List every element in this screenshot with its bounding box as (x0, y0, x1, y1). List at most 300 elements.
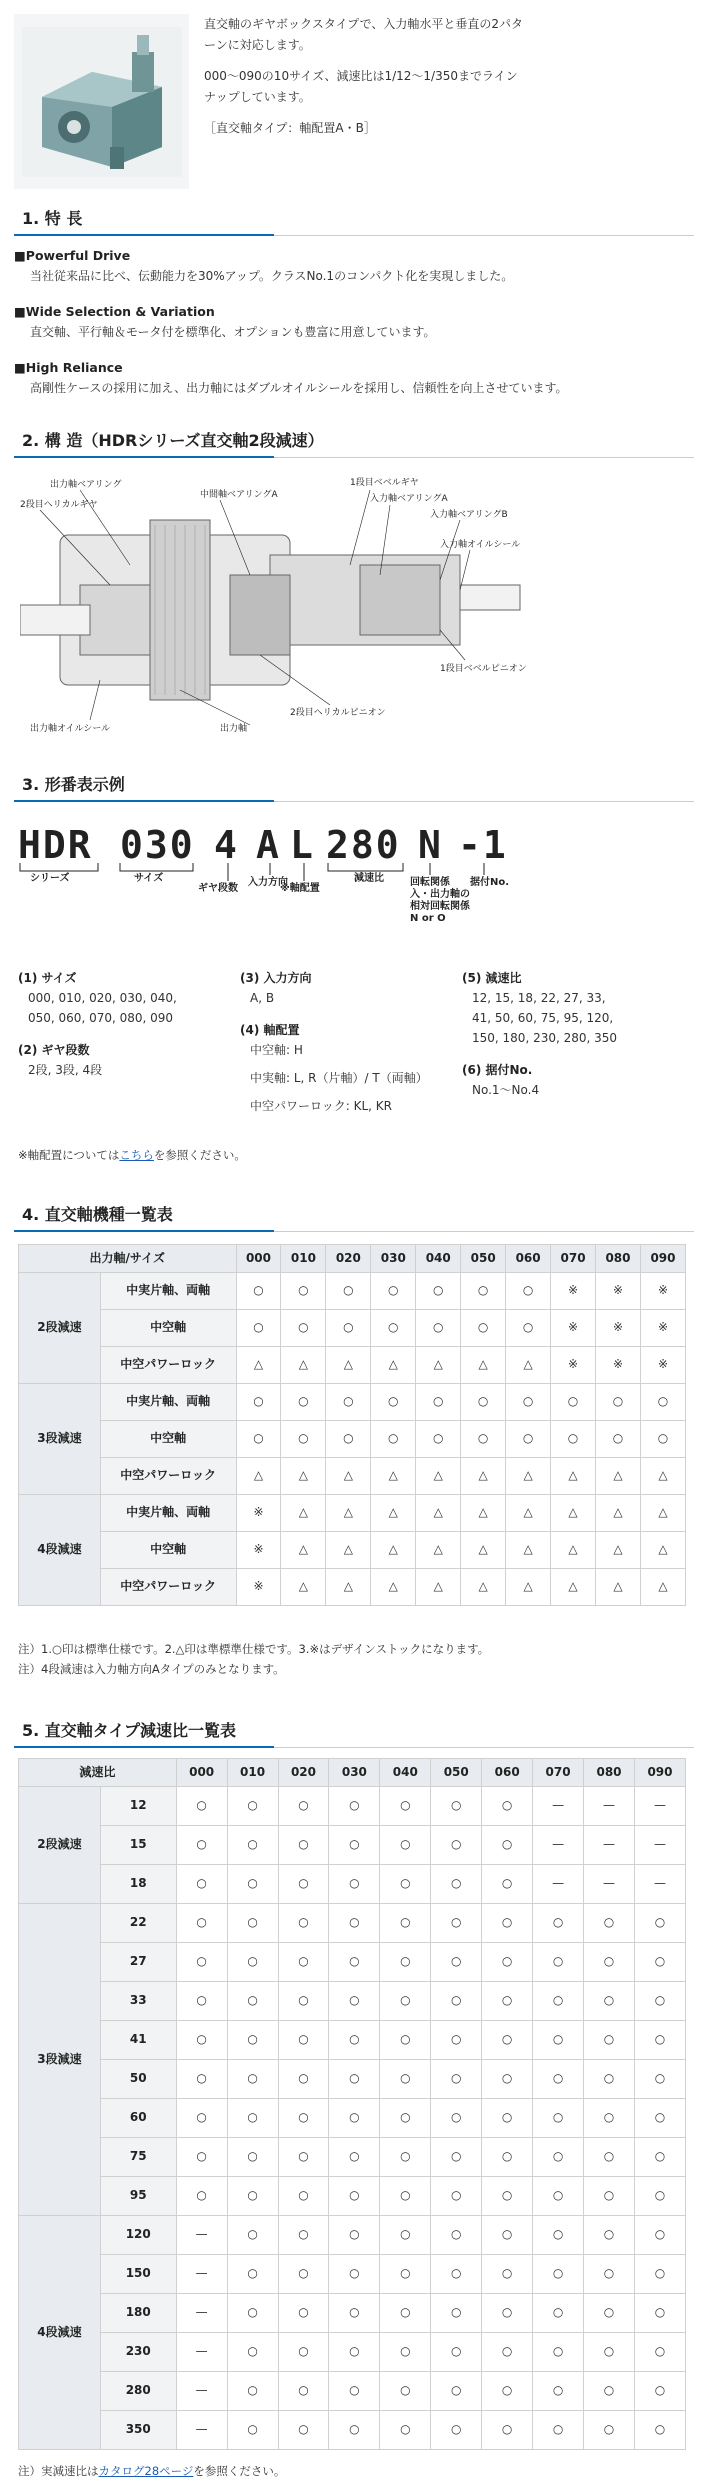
availability-cell: ○ (227, 2060, 278, 2099)
table4-note: 注）1.○印は標準仕様です。2.△印は準標準仕様です。3.※はデザインストックになります。 (18, 1642, 490, 1656)
availability-cell: △ (596, 1569, 641, 1606)
availability-cell: ○ (416, 1310, 461, 1347)
availability-cell: ○ (329, 1982, 380, 2021)
size-header-cell: 090 (640, 1245, 685, 1273)
ratio-cell: 33 (100, 1982, 176, 2021)
shaft-type-cell: 中実片軸、両軸 (100, 1495, 236, 1532)
model-list-table (18, 1244, 686, 1606)
section-title-ratio-list: 5. 直交軸タイプ減速比一覧表 (14, 1718, 694, 1748)
table-row (19, 2138, 686, 2177)
intro (14, 14, 694, 194)
feature-text: 直交軸、平行軸＆モータ付を標準化、オプションも豊富に用意しています。 (30, 325, 436, 339)
availability-cell: ○ (380, 2294, 431, 2333)
stage-cell: 4段減速 (19, 1495, 101, 1606)
ratio-cell: 27 (100, 1943, 176, 1982)
ratio-cell: 60 (100, 2099, 176, 2138)
availability-cell: △ (640, 1495, 685, 1532)
table-row (19, 1347, 686, 1384)
availability-cell: ○ (236, 1273, 281, 1310)
catalog-page-link[interactable]: カタログ28ページ (98, 2464, 194, 2478)
availability-cell: ○ (227, 2372, 278, 2411)
availability-cell: ○ (329, 2138, 380, 2177)
ratio-cell: 180 (100, 2294, 176, 2333)
availability-cell: ○ (278, 2177, 329, 2216)
ratio-cell: 95 (100, 2177, 176, 2216)
availability-cell: ○ (176, 2138, 227, 2177)
availability-cell: ○ (329, 2411, 380, 2450)
legend-value: 12, 15, 18, 22, 27, 33, 41, 50, 60, 75, 95, 120, 150, 180, 230, 280, 350 (472, 991, 618, 1045)
table-header-row (19, 1245, 686, 1273)
shaft-type-cell: 中空パワーロック (100, 1347, 236, 1384)
availability-cell: ○ (431, 2216, 482, 2255)
availability-cell: ○ (278, 1943, 329, 1982)
availability-cell: ○ (326, 1310, 371, 1347)
availability-cell: ※ (236, 1495, 281, 1532)
availability-cell: — (584, 1826, 635, 1865)
legend-heading: (6) 据付No. (462, 1063, 533, 1077)
table-header-row (19, 1759, 686, 1787)
availability-cell: ○ (634, 2021, 685, 2060)
availability-cell: ○ (416, 1384, 461, 1421)
ratio-cell: 75 (100, 2138, 176, 2177)
availability-cell: ○ (227, 1982, 278, 2021)
availability-cell: ○ (634, 2060, 685, 2099)
ratio-cell: 120 (100, 2216, 176, 2255)
availability-cell: ○ (482, 2216, 533, 2255)
availability-cell: ○ (533, 2138, 584, 2177)
diagram-label: 出力軸 (220, 724, 248, 734)
availability-cell: ○ (380, 2255, 431, 2294)
availability-cell: △ (551, 1569, 596, 1606)
availability-cell: ○ (380, 2060, 431, 2099)
availability-cell: ○ (326, 1384, 371, 1421)
table-row (19, 2411, 686, 2450)
availability-cell: ○ (431, 2060, 482, 2099)
availability-cell: ○ (551, 1384, 596, 1421)
availability-cell: — (176, 2216, 227, 2255)
availability-cell: △ (596, 1532, 641, 1569)
size-header-cell: 070 (551, 1245, 596, 1273)
model-code-legend (18, 968, 698, 1113)
axis-link[interactable]: こちら (119, 1148, 154, 1162)
model-part-rotation: N (418, 823, 443, 867)
availability-cell: ○ (380, 1943, 431, 1982)
table-row (19, 2060, 686, 2099)
availability-cell: ○ (278, 1787, 329, 1826)
legend-column (18, 968, 238, 1092)
availability-cell: ○ (596, 1421, 641, 1458)
model-part-mount: -1 (458, 823, 508, 867)
legend-value: No.1～No.4 (472, 1083, 540, 1097)
availability-cell: △ (281, 1347, 326, 1384)
size-header-cell: 050 (431, 1759, 482, 1787)
availability-cell: ○ (278, 2060, 329, 2099)
availability-cell: △ (506, 1569, 551, 1606)
legend-heading: (5) 減速比 (462, 971, 522, 985)
legend-value: 中空パワーロック: KL, KR (250, 1099, 393, 1113)
availability-cell: △ (640, 1569, 685, 1606)
availability-cell: △ (506, 1347, 551, 1384)
availability-cell: △ (551, 1532, 596, 1569)
availability-cell: ○ (380, 2099, 431, 2138)
availability-cell: ○ (278, 2021, 329, 2060)
availability-cell: ○ (533, 2099, 584, 2138)
availability-cell: △ (416, 1347, 461, 1384)
shaft-type-cell: 中空パワーロック (100, 1569, 236, 1606)
availability-cell: ○ (461, 1310, 506, 1347)
model-label-ratio: 減速比 (354, 873, 384, 884)
diagram-label: 2段目ヘリカルピニオン (290, 708, 386, 718)
note-text: 注）実減速比は (18, 2464, 99, 2478)
availability-cell: ※ (596, 1347, 641, 1384)
model-part-axis: L (290, 823, 315, 867)
legend-value: 000, 010, 020, 030, 040, 050, 060, 070, 080, 090 (28, 991, 177, 1025)
availability-cell: △ (236, 1347, 281, 1384)
availability-cell: ○ (640, 1421, 685, 1458)
availability-cell: ○ (227, 2216, 278, 2255)
availability-cell: ○ (371, 1384, 416, 1421)
availability-cell: — (533, 1865, 584, 1904)
model-part-stages: 4 (214, 823, 239, 867)
availability-cell: ○ (416, 1273, 461, 1310)
feature-title: ■Powerful Drive (14, 248, 131, 263)
availability-cell: ※ (236, 1532, 281, 1569)
availability-cell: ○ (371, 1310, 416, 1347)
structure-diagram (20, 465, 540, 735)
availability-cell: △ (461, 1569, 506, 1606)
section-title-model-code: 3. 形番表示例 (14, 772, 694, 802)
feature-title: ■High Reliance (14, 360, 123, 375)
availability-cell: ○ (281, 1421, 326, 1458)
availability-cell: △ (326, 1569, 371, 1606)
model-label-axis: ※軸配置 (280, 883, 320, 894)
availability-cell: △ (281, 1495, 326, 1532)
size-header-cell: 040 (380, 1759, 431, 1787)
table-row (19, 2333, 686, 2372)
availability-cell: ○ (176, 2021, 227, 2060)
availability-cell: ※ (640, 1273, 685, 1310)
availability-cell: △ (551, 1495, 596, 1532)
availability-cell: ○ (227, 2294, 278, 2333)
ratio-cell: 15 (100, 1826, 176, 1865)
availability-cell: ○ (584, 1982, 635, 2021)
availability-cell: ○ (329, 2099, 380, 2138)
legend-column (240, 968, 460, 1128)
ratio-cell: 12 (100, 1787, 176, 1826)
availability-cell: ※ (640, 1347, 685, 1384)
availability-cell: ○ (431, 2411, 482, 2450)
table5-note (18, 2462, 285, 2480)
availability-cell: ○ (227, 1787, 278, 1826)
availability-cell: △ (596, 1458, 641, 1495)
availability-cell: ○ (533, 2372, 584, 2411)
section-title-model-list: 4. 直交軸機種一覧表 (14, 1202, 694, 1232)
ratio-list-table (18, 1758, 686, 2450)
availability-cell: ○ (482, 2372, 533, 2411)
availability-cell: ○ (380, 2177, 431, 2216)
table-row (19, 2216, 686, 2255)
availability-cell: ○ (176, 1943, 227, 1982)
legend-heading: (3) 入力方向 (240, 971, 312, 985)
availability-cell: ○ (634, 2411, 685, 2450)
intro-line: 直交軸のギヤボックスタイプで、入力軸水平と垂直の2パターンに対応します。 (204, 17, 524, 52)
note-text: を参照ください。 (153, 1148, 246, 1162)
ratio-cell: 22 (100, 1904, 176, 1943)
size-header-cell: 020 (326, 1245, 371, 1273)
availability-cell: ○ (584, 2138, 635, 2177)
availability-cell: ○ (431, 1982, 482, 2021)
table-row (19, 1569, 686, 1606)
availability-cell: △ (506, 1532, 551, 1569)
size-header-cell: 030 (371, 1245, 416, 1273)
shaft-type-cell: 中実片軸、両軸 (100, 1384, 236, 1421)
availability-cell: ○ (640, 1384, 685, 1421)
intro-line: 000～090の10サイズ、減速比は1/12～1/350までラインナップしています。 (204, 69, 518, 104)
availability-cell: ○ (596, 1384, 641, 1421)
availability-cell: ○ (584, 2294, 635, 2333)
availability-cell: ○ (281, 1384, 326, 1421)
section-title-structure: 2. 構 造（HDRシリーズ直交軸2段減速） (14, 428, 694, 458)
availability-cell: ○ (584, 2255, 635, 2294)
availability-cell: ○ (584, 2060, 635, 2099)
availability-cell: △ (371, 1569, 416, 1606)
availability-cell: ○ (278, 2255, 329, 2294)
stage-cell: 3段減速 (19, 1904, 101, 2216)
diagram-label: 2段目ヘリカルギヤ (20, 500, 98, 510)
ratio-cell: 350 (100, 2411, 176, 2450)
availability-cell: ○ (176, 1982, 227, 2021)
availability-cell: ○ (584, 2333, 635, 2372)
availability-cell: ○ (329, 1826, 380, 1865)
availability-cell: — (176, 2411, 227, 2450)
model-label-series: シリーズ (30, 873, 70, 884)
availability-cell: △ (461, 1495, 506, 1532)
availability-cell: ※ (551, 1347, 596, 1384)
table-row (19, 1982, 686, 2021)
stage-cell: 4段減速 (19, 2216, 101, 2450)
availability-cell: ○ (329, 2177, 380, 2216)
availability-cell: ○ (431, 2021, 482, 2060)
availability-cell: ※ (551, 1310, 596, 1347)
availability-cell: — (176, 2372, 227, 2411)
availability-cell: ○ (584, 2021, 635, 2060)
availability-cell: ○ (329, 2216, 380, 2255)
availability-cell: ○ (281, 1273, 326, 1310)
availability-cell: ○ (380, 2216, 431, 2255)
availability-cell: △ (236, 1458, 281, 1495)
availability-cell: ○ (533, 2177, 584, 2216)
availability-cell: ○ (329, 1943, 380, 1982)
availability-cell: ○ (380, 2138, 431, 2177)
availability-cell: ○ (533, 1982, 584, 2021)
size-header-cell: 030 (329, 1759, 380, 1787)
availability-cell: ○ (227, 2255, 278, 2294)
availability-cell: △ (326, 1532, 371, 1569)
table4-note: 注）4段減速は入力軸方向Aタイプのみとなります。 (18, 1662, 285, 1676)
table-row (19, 1532, 686, 1569)
ratio-cell: 230 (100, 2333, 176, 2372)
availability-cell: ○ (482, 1982, 533, 2021)
diagram-label: 入力軸ベアリングB (430, 510, 508, 520)
model-code-example (18, 815, 618, 924)
availability-cell: ○ (461, 1384, 506, 1421)
table-row (19, 1495, 686, 1532)
availability-cell: ○ (461, 1273, 506, 1310)
table-row (19, 2099, 686, 2138)
availability-cell: — (634, 1787, 685, 1826)
availability-cell: ○ (278, 1826, 329, 1865)
legend-heading: (4) 軸配置 (240, 1023, 300, 1037)
availability-cell: ○ (461, 1421, 506, 1458)
availability-cell: ○ (278, 1904, 329, 1943)
availability-cell: ○ (506, 1310, 551, 1347)
intro-description (204, 14, 524, 149)
legend-heading: (1) サイズ (18, 971, 77, 985)
availability-cell: — (634, 1865, 685, 1904)
availability-cell: ○ (634, 2099, 685, 2138)
availability-cell: ○ (634, 1943, 685, 1982)
availability-cell: ○ (380, 1904, 431, 1943)
availability-cell: ○ (584, 1904, 635, 1943)
availability-cell: ○ (176, 2099, 227, 2138)
availability-cell: ○ (329, 2294, 380, 2333)
availability-cell: ○ (533, 2216, 584, 2255)
table-row (19, 1310, 686, 1347)
table-row (19, 2294, 686, 2333)
shaft-type-cell: 中空軸 (100, 1532, 236, 1569)
availability-cell: △ (326, 1458, 371, 1495)
legend-value: 中実軸: L, R（片軸）/ T（両軸） (250, 1071, 428, 1085)
availability-cell: △ (596, 1495, 641, 1532)
availability-cell: ○ (533, 1943, 584, 1982)
availability-cell: ○ (227, 2099, 278, 2138)
table-row (19, 2021, 686, 2060)
availability-cell: △ (640, 1458, 685, 1495)
availability-cell: ※ (640, 1310, 685, 1347)
diagram-label: 中間軸ベアリングA (200, 490, 278, 500)
availability-cell: ○ (482, 2060, 533, 2099)
availability-cell: ○ (176, 1787, 227, 1826)
availability-cell: ○ (431, 1943, 482, 1982)
availability-cell: ○ (482, 1865, 533, 1904)
availability-cell: ※ (551, 1273, 596, 1310)
table-row (19, 1904, 686, 1943)
availability-cell: ○ (482, 1826, 533, 1865)
availability-cell: ○ (278, 2099, 329, 2138)
table-row (19, 1273, 686, 1310)
availability-cell: ○ (278, 2372, 329, 2411)
availability-cell: △ (506, 1495, 551, 1532)
availability-cell: — (533, 1826, 584, 1865)
availability-cell: ○ (278, 2411, 329, 2450)
shaft-type-cell: 中空軸 (100, 1421, 236, 1458)
availability-cell: ○ (482, 1787, 533, 1826)
availability-cell: — (176, 2255, 227, 2294)
availability-cell: ○ (278, 1982, 329, 2021)
diagram-label: 入力軸ベアリングA (370, 494, 448, 504)
ratio-cell: 280 (100, 2372, 176, 2411)
availability-cell: ○ (278, 2138, 329, 2177)
availability-cell: ○ (329, 2333, 380, 2372)
size-header-cell: 080 (596, 1245, 641, 1273)
availability-cell: ○ (533, 1904, 584, 1943)
availability-cell: ○ (227, 2021, 278, 2060)
availability-cell: ○ (482, 2138, 533, 2177)
availability-cell: ○ (584, 2099, 635, 2138)
section-title-features: 1. 特 長 (14, 206, 694, 236)
availability-cell: ○ (634, 1904, 685, 1943)
availability-cell: ○ (533, 2060, 584, 2099)
availability-cell: ○ (634, 2294, 685, 2333)
availability-cell: ○ (431, 1787, 482, 1826)
availability-cell: ○ (533, 2333, 584, 2372)
availability-cell: ○ (227, 2177, 278, 2216)
availability-cell: △ (371, 1495, 416, 1532)
availability-cell: △ (281, 1569, 326, 1606)
availability-cell: △ (551, 1458, 596, 1495)
size-header-cell: 060 (506, 1245, 551, 1273)
availability-cell: ○ (329, 2060, 380, 2099)
availability-cell: ○ (227, 1826, 278, 1865)
features-list (14, 246, 694, 414)
availability-cell: ○ (506, 1273, 551, 1310)
size-header-cell: 020 (278, 1759, 329, 1787)
table-row (19, 1787, 686, 1826)
model-label-rotation: 回転関係 入・出力軸の 相対回転関係 N or O (410, 877, 470, 924)
availability-cell: ○ (227, 1904, 278, 1943)
availability-cell: ○ (482, 2411, 533, 2450)
availability-cell: ○ (329, 1904, 380, 1943)
ratio-cell: 18 (100, 1865, 176, 1904)
legend-value: A, B (250, 991, 275, 1005)
availability-cell: ○ (278, 2216, 329, 2255)
availability-cell: ○ (227, 1865, 278, 1904)
model-label-mount: 据付No. (470, 877, 510, 888)
availability-cell: △ (506, 1458, 551, 1495)
availability-cell: ○ (533, 2255, 584, 2294)
availability-cell: ○ (329, 1787, 380, 1826)
availability-cell: ○ (506, 1421, 551, 1458)
legend-value: 2段, 3段, 4段 (28, 1063, 103, 1077)
availability-cell: ○ (431, 2099, 482, 2138)
availability-cell: ○ (380, 2333, 431, 2372)
ratio-cell: 50 (100, 2060, 176, 2099)
availability-cell: ○ (236, 1310, 281, 1347)
availability-cell: ○ (416, 1421, 461, 1458)
availability-cell: ○ (227, 2333, 278, 2372)
table-corner-cell: 減速比 (19, 1759, 177, 1787)
availability-cell: ○ (634, 1982, 685, 2021)
availability-cell: ○ (584, 2411, 635, 2450)
availability-cell: ○ (533, 2411, 584, 2450)
availability-cell: ○ (482, 2021, 533, 2060)
availability-cell: ○ (533, 2021, 584, 2060)
availability-cell: ※ (236, 1569, 281, 1606)
availability-cell: ○ (380, 1826, 431, 1865)
availability-cell: △ (416, 1495, 461, 1532)
table-row (19, 1826, 686, 1865)
model-part-ratio: 280 (326, 823, 401, 867)
stage-cell: 2段減速 (19, 1273, 101, 1384)
availability-cell: ○ (634, 2216, 685, 2255)
size-header-cell: 060 (482, 1759, 533, 1787)
availability-cell: ○ (176, 1904, 227, 1943)
availability-cell: ※ (596, 1273, 641, 1310)
availability-cell: ○ (227, 2138, 278, 2177)
diagram-label: 出力軸ベアリング (50, 480, 122, 490)
table-row (19, 1421, 686, 1458)
size-header-cell: 000 (176, 1759, 227, 1787)
